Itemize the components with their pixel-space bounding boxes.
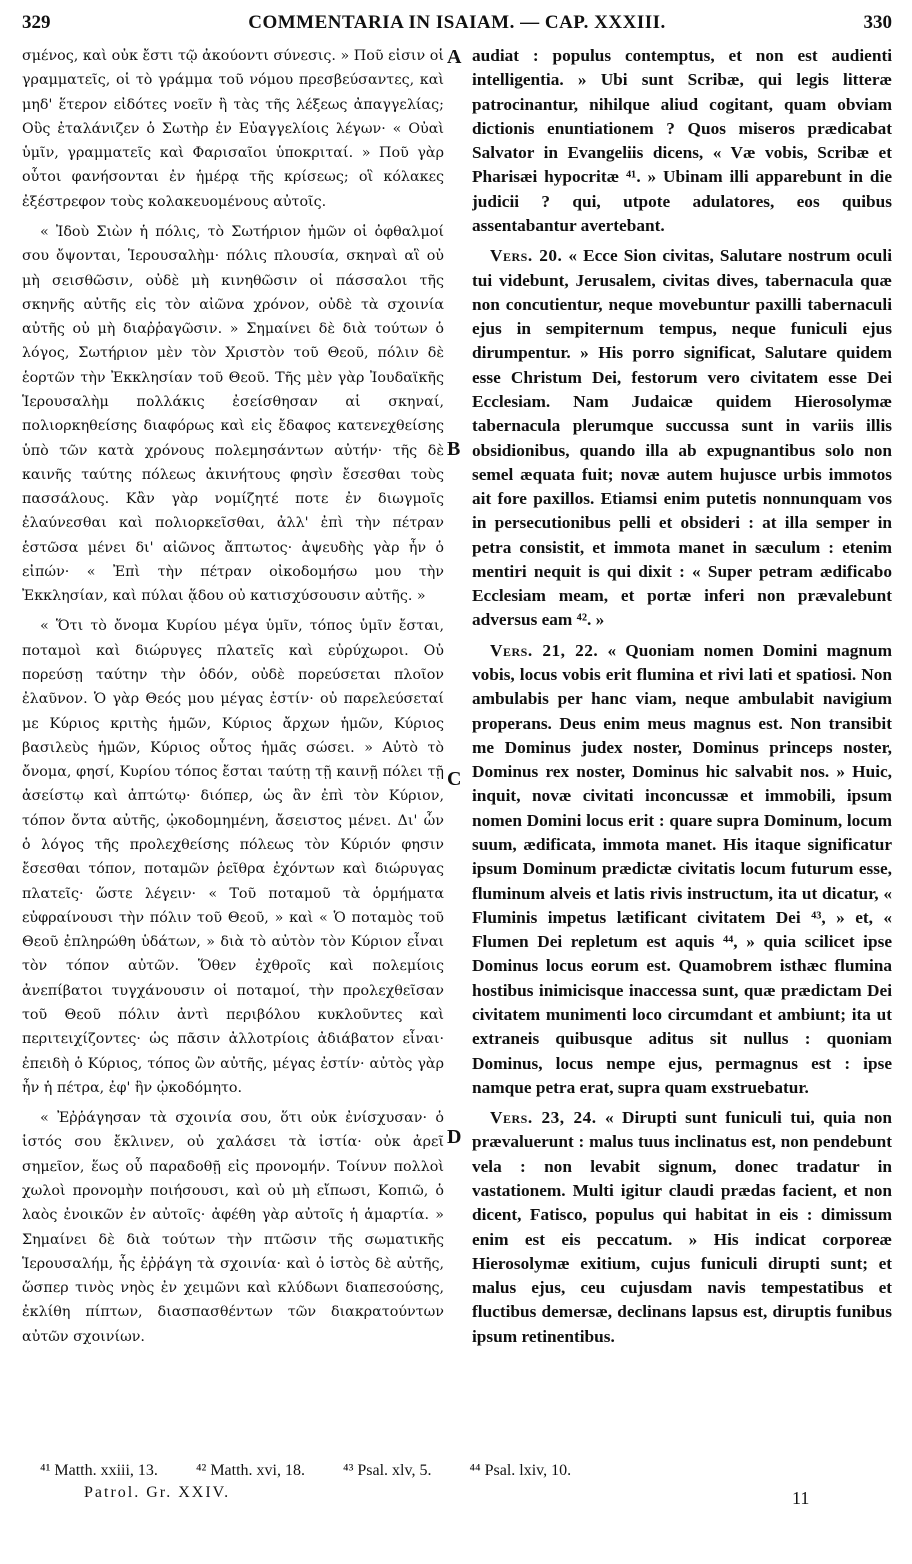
footnote: ⁴² Matth. xvi, 18. [195,1462,305,1479]
latin-text: « Dirupti sunt funiculi tui, quia non prævaluerunt : malus tuus inclinatus est, non pendebunt vela : non levabit signum, donec tradatur in vastationem. Multi igitur claudi prædas facient, et non dicent, Fatisco, populus qui habitat in eis : dimissum enim est eis peccatum. » His indicat corporeæ Hierosolymæ exitium, cujus funiculi dirupti sunt; et malus ejus, ceu cujusdam navis tempestatibus et fluctibus demersæ, declinans lapsus est, diruptis funibus ipsum retinentibus. [472,1108,892,1346]
greek-paragraph: « Ἰδοὺ Σιὼν ἡ πόλις, τὸ Σωτήριον ἡμῶν οἱ ὀφθαλμοί σου ὄψονται, Ἱερουσαλὴμ· πόλις πλουσία, σκηναὶ αἳ οὐ μὴ σεισθῶσιν, οὐδὲ μὴ κινηθῶσιν οἱ πάσσαλοι τῆς σκηνῆς αὐτῆς εἰς τὸν αἰῶνα χρόνον, οὐδὲ τὰ σχοινία αὐτῆς οὐ μὴ διαῤῥαγῶσιν. » Σημαίνει δὲ διὰ τούτων ὁ λόγος, Σωτήριον μὲν τὸν Χριστὸν τοῦ Θεοῦ, πόλιν δὲ ἑορτῶν τὴν Ἐκκλησίαν τοῦ Θεοῦ. Τῆς μὲν γὰρ Ἰουδαϊκῆς Ἱερουσαλὴμ πολλάκις ἐσείσθησαν αἱ σκηναί, πολιορκηθείσης διαφόρως καὶ εἰς ἔδαφος κατενεχθείσης ὑπὸ τῶν κατὰ χρόνους πολεμησάντων αὐτήν· τῆς δὲ καινῆς ταύτης πόλεως ἀκινήτους φησὶν ἔσεσθαι τοὺς πασσάλους. Κἂν γὰρ νομίζητέ ποτε ἐν διωγμοῖς ἐλαύνεσθαι καὶ πολιορκεῖσθαι, ἀλλ' ἐπὶ τὴν πέτραν ἑστῶσα μένει δι' αἰῶνος ἄπτωτος· ἀψευδὴς γὰρ ἦν ὁ εἰπών· « Ἐπὶ τὴν πέτραν οἰκοδομήσω μου τὴν Ἐκκλησίαν, καὶ πύλαι ᾅδου οὐ κατισχύσουσιν αὐτῆς. » [22,223,444,605]
margin-marker-a: A [447,46,462,68]
margin-marker-d: D [447,1126,462,1148]
greek-paragraph: σμένος, καὶ οὐκ ἔστι τῷ ἀκούοντι σύνεσις. » Ποῦ εἰσιν οἱ γραμματεῖς, οἱ τὸ γράμμα τοῦ νόμου πρεσβεύσαντες, καὶ μηδ' ἕτερον εἰδότες νοεῖν ἢ τὰς τῆς λέξεως ἀπαγγελίας; Οὓς ἐταλάνιζεν ὁ Σωτὴρ ἐν Εὐαγγελίοις λέγων· « Οὐαὶ ὑμῖν, γραμματεῖς καὶ Φαρισαῖοι ὑποκριταί. » Ποῦ γὰρ οὗτοι φανήσονται ἐν ἡμέρᾳ τῆς κρίσεως; οἳ κόλακες ἐξέστρεφον τοὺς κολακευομένους αὐτοῖς. [22,48,444,210]
verse-label: Vers. 20. [490,246,563,266]
greek-paragraph: « Ἐῤῥάγησαν τὰ σχοινία σου, ὅτι οὐκ ἐνίσχυσαν· ὁ ἱστός σου ἔκλινεν, οὐ χαλάσει τὰ ἱστία· οὐκ ἀρεῖ σημεῖον, ἕως οὗ παραδοθῇ εἰς προνομήν. Τοίνυν πολλοὶ χωλοὶ προνομὴν ποιήσουσι, καὶ οὐ μὴ εἴπωσι, Κοπιῶ, ὁ λαὸς ἐνοικῶν ἐν αὐτοῖς· ἀφέθη γὰρ αὐτοῖς ἡ ἁμαρτία. » Σημαίνει δὲ διὰ τούτων τὴν πτῶσιν τῆς σωματικῆς Ἱερουσαλήμ, ἧς ἐῤῥάγη τὰ σχοινία· καὶ ὁ ἱστὸς δὲ αὐτῆς, ὥσπερ τινὸς νηὸς ἐν χειμῶνι καὶ κλύδωνι διαπεσούσης, ἐκλίθη πίπτων, διασπασθέντων τῶν διακρατούντων αὐτῶν σχοινίων. [22,1110,444,1345]
margin-marker-c: C [447,768,462,790]
sheet-number: 11 [792,1488,810,1508]
printer-signature: Patrol. Gr. XXIV. [84,1484,231,1501]
latin-text: « Quoniam nomen Domini magnum vobis, locus vobis erit flumina et rivi lati et spatiosi. Non ambulabis per hanc viam, neque ambulabit navigium properans. Deus enim meus magnus est. Non transibit me Dominus judex noster, Dominus princeps noster, Dominus rex noster, Dominus hic salvabit nos. » Huic, inquit, novæ civitati inconcussæ et immobili, ipsum nomen Domini locus erit : quare supra Dominum, locum suum, ædificata, immota manet. His itaque significatur ipsum Dominum prædictæ civitatis locum futurum esse, fluminum alveis et latis rivis instructum, ita ut dicatur, « Fluminis impetus lætificant civitatem Dei ⁴³, » et, « Flumen Dei repletum est aquis ⁴⁴, » quia scilicet ipse Dominus locus eorum est. Quamobrem isthæc flumina hostibus inimicisque inaccessa sunt, quæ prædictam Dei civitatem munimenti loco circumdant et ambiunt; ita ut extraneis quibusque aditus sit nullus : quoniam Dominus, locus nempe ejus, permagnus est : ipse namque petra erat, supra quam exstruebatur. [472,640,892,1097]
footnote: ⁴³ Psal. xlv, 5. [342,1462,432,1479]
margin-marker-b: B [447,438,461,460]
latin-paragraph [472,244,892,633]
footnote: ⁴¹ Matth. xxiii, 13. [40,1462,158,1479]
latin-paragraph [472,639,892,1100]
page-number-right: 330 [863,12,892,33]
latin-text: « Ecce Sion civitas, Salutare nostrum oculi tui videbunt, Jerusalem, civitas dives, tabernacula quæ non concutientur, neque movebuntur paxilli tabernaculi ejus in sempiternum tempus, neque funiculi ejus dirumpentur. » His porro significat, Salutare quidem esse Christum Dei, festorum vero civitatem esse Dei Ecclesiam. Nam Judaicæ quidem Hierosolymæ tabernacula plerumque succussa sunt in variis illis obsidionibus, quando illa ab expugnantibus solo non semel æquata fuit; novæ autem hujusce urbis immotos ait fore paxillos. Etiamsi enim putetis nonnunquam vos in persecutionibus pelli et obsideri : at illa semper in petra consistit, et immota manet in sæculum : etenim mentiri nequit is qui dixit : « Super petram ædificabo Ecclesiam meam, et portæ inferi non prævalebunt adversus eam ⁴². » [472,246,892,630]
latin-column [472,44,892,1429]
latin-text: audiat : populus contemptus, et non est audienti intelligentia. » Ubi sunt Scribæ, qui legis litteræ patrocinantur, nihilque aliud cogitant, quam obviam dictionis enuntiationem ? Quos miseros prædicabat Salvator in Evangeliis dicens, « Væ vobis, Scribæ et Pharisæi hypocritæ ⁴¹. » Ubinam illi apparebunt in die judicii ? qui, utpote adulatores, eos quibus assentabantur avertebant. [472,46,892,235]
page-number-left: 329 [22,12,51,33]
greek-column [22,44,444,1429]
footnotes [40,1462,860,1480]
footnote: ⁴⁴ Psal. lxiv, 10. [469,1462,572,1479]
verse-label: Vers. 23, 24. [490,1108,597,1128]
latin-paragraph [472,44,892,238]
page-header [22,12,892,42]
latin-paragraph [472,1106,892,1349]
greek-paragraph: « Ὅτι τὸ ὄνομα Κυρίου μέγα ὑμῖν, τόπος ὑμῖν ἔσται, ποταμοὶ καὶ διώρυγες πλατεῖς καὶ εὐρύχωροι. Οὐ πορεύσῃ ταύτην τὴν ὁδόν, οὐδὲ πορεύσεται πλοῖον ἐλαῦνον. Ὁ γὰρ Θεός μου μέγας ἐστίν· οὐ παρελεύσεταί με Κύριος κριτὴς ἡμῶν, Κύριος ἄρχων ἡμῶν, Κύριος βασιλεὺς ἡμῶν, Κύριος οὗτος ἡμᾶς σώσει. » Αὐτὸ τὸ ὄνομα, φησί, Κυρίου τόπος ἔσται ταύτῃ τῇ καινῇ πόλει τῇ ἀσείστῳ καὶ ἀπτώτῳ· διόπερ, ὡς ἂν ἐπὶ τὸν Κύριον, τόπον ὄντα αὐτῆς, ᾠκοδομημένη, ἄσειστος μένει. Δι' ὧν ὁ λόγος τῆς προλεχθείσης πόλεως τὸν Κύριόν φησιν ἔσεσθαι τόπον, ποταμῶν ῥεῖθρα ἐχόντων καὶ διώρυγας πλατεῖς· ὥστε λέγειν· « Τοῦ ποταμοῦ τὰ ὁρμήματα εὐφραίνουσι τὴν πόλιν τοῦ Θεοῦ, » καὶ « Ὁ ποταμὸς τοῦ Θεοῦ ἐπληρώθη ὑδάτων, » διὰ τὸ αὐτὸν τὸν Κύριον εἶναι τὸν τόπον αὐτῶν. Ὅθεν ἐχθροῖς καὶ πολεμίοις ἀνεπίβατοι τυγχάνουσιν οἱ ποταμοί, τὴν προλεχθεῖσαν τοῦ Θεοῦ πόλιν ἀντὶ περιβόλου κυκλοῦντες καὶ περιτειχίζοντες· ὡς πᾶσιν ἀλλοτρίοις ἀδιάβατον εἶναι· ἐπειδὴ ὁ Κύριος, τόπος ὢν αὐτῆς, μέγας ἐστίν· αὐτὸς γὰρ ἦν ἡ πέτρα, ἐφ' ἣν ᾠκοδόμητο. [22,618,444,1096]
verse-label: Vers. 21, 22. [490,640,599,660]
running-title: COMMENTARIA IN ISAIAM. — CAP. XXXIII. [248,12,666,33]
